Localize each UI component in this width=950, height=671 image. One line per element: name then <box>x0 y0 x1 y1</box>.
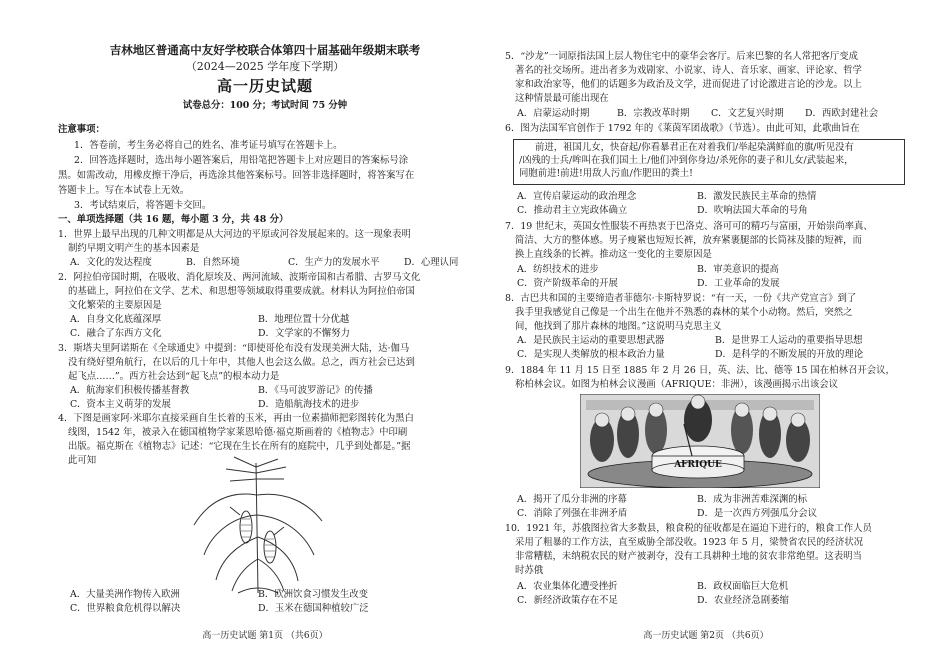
question-text: 3．斯塔夫里阿诺斯在《全球通史》中提到：“即使哥伦布没有发现美洲大陆，达·伽马 <box>58 343 410 354</box>
question-text: 间，他找到了那片森林的地图。”这说明马克思主义 <box>515 321 722 332</box>
option-a[interactable]: A．农业集体化遭受挫折 <box>517 581 618 592</box>
question-text: 9．1884 年 11 月 15 日至 1885 年 2 月 26 日，英、法、比、德等 15 国在柏林召开会议， <box>505 365 895 376</box>
option-c[interactable]: C．消除了列强在非洲矛盾 <box>517 508 628 519</box>
note-2-line-2: 黑。如需改动，用橡皮擦干净后，再选涂其他答案标号。回答非选择题时，将答案写在 <box>58 170 415 181</box>
note-1: 1．答卷前，考生务必将自己的姓名、准考证号填写在答题卡上。 <box>74 140 343 151</box>
option-d[interactable]: D．心理认同 <box>404 257 459 268</box>
note-2-line-3: 答题卡上。写在本试卷上无效。 <box>58 185 190 196</box>
option-b[interactable]: B．激发民族民主革命的热情 <box>697 191 817 202</box>
option-d[interactable]: D．是一次西方列强瓜分会议 <box>697 508 818 519</box>
question-text: 此可知 <box>68 455 97 466</box>
option-d[interactable]: D．文学家的不懈努力 <box>258 328 350 339</box>
question-text: 采用了粗暴的工作方法，直至威胁全部没收。1923 年 5 月，梁赞省农民的经济状况 <box>515 537 864 548</box>
school-year: （2024—2025 学年度下学期） <box>185 60 345 73</box>
lyrics-line: 同胞前进!前进!用敌人污血/作肥田的粪土! <box>519 168 693 179</box>
option-a[interactable]: A．航海家们积极传播基督教 <box>70 385 190 396</box>
right-page <box>505 0 907 671</box>
option-c[interactable]: C．推动君主立宪政体确立 <box>517 205 628 216</box>
question-text: 10．1921 年，苏俄图拉省大多数县，粮食税的征收都是在逼迫下进行的，粮食工作人员 <box>505 523 872 534</box>
option-b[interactable]: B．欧洲饮食习惯发生改变 <box>258 589 369 600</box>
option-c[interactable]: C．是实现人类解放的根本政治力量 <box>517 349 665 360</box>
question-text: 时苏俄 <box>515 565 544 576</box>
question-text: 2．阿拉伯帝国时期，在吸收、消化原埃及、两河流域、波斯帝国和古希腊、古罗马文化 <box>58 272 421 283</box>
question-text: 制约早期文明产生的基本因素是 <box>68 243 200 254</box>
option-b[interactable]: B．《马可波罗游记》的传播 <box>258 385 373 396</box>
option-c[interactable]: C．世界粮食危机得以解决 <box>70 603 181 614</box>
question-text: 出版。福克斯在《植物志》记述：“它现在生长在所有的庭院中，几乎到处都是。”据 <box>68 441 411 452</box>
option-b[interactable]: B．自然环境 <box>186 257 240 268</box>
option-a[interactable]: A．宣传启蒙运动的政治理念 <box>517 191 637 202</box>
question-text: 著名的社交场所。进出者多为戏剧家、小说家、诗人、音乐家、画家、评论家、哲学 <box>515 65 862 76</box>
question-text: 5．“沙龙”一词原指法国上层人物住宅中的豪华会客厅。后来巴黎的名人常把客厅变成 <box>505 51 859 62</box>
question-text: 起飞点……”。西方社会达到“起飞点”的根本动力是 <box>68 371 280 382</box>
page-footer: 高一历史试题 第1页 （共6页） <box>202 631 328 641</box>
subject-title: 高一历史试题 <box>216 77 313 95</box>
section-heading: 一、单项选择题（共 16 题，每小题 3 分，共 48 分） <box>58 214 289 225</box>
option-c[interactable]: C．资产阶级革命的开展 <box>517 278 618 289</box>
score-info: 试卷总分：100 分；考试时间 75 分钟 <box>182 100 348 111</box>
option-d[interactable]: D．玉米在德国种植较广泛 <box>258 603 369 614</box>
option-d[interactable]: D．西欧封建社会 <box>805 108 879 119</box>
option-b[interactable]: B．政权面临巨大危机 <box>697 581 789 592</box>
option-a[interactable]: A．是民族民主运动的重要思想武器 <box>517 335 665 346</box>
option-d[interactable]: D．工业革命的发展 <box>697 278 780 289</box>
option-a[interactable]: A．揭开了瓜分非洲的序幕 <box>517 494 627 505</box>
option-b[interactable]: B．审美意识的提高 <box>697 264 779 275</box>
question-text: 简洁、大方的整体感。男子瘦紧也短短长裤，放弃紧裹腿部的长筒袜及膝的短裤，而 <box>515 235 862 246</box>
option-a[interactable]: A．大量美洲作物传入欧洲 <box>70 589 180 600</box>
option-c[interactable]: C．资本主义萌芽的发展 <box>70 399 171 410</box>
question-text: 称柏林会议。如图为柏林会议漫画（AFRIQUE：非洲），该漫画揭示出该会议 <box>515 379 839 390</box>
question-text: 我手里我感觉自己像是一个出生在他并不熟悉的森林的某个小动物。然后，突然之 <box>515 307 853 318</box>
option-b[interactable]: B．成为非洲苦难深渊的标 <box>697 494 808 505</box>
option-d[interactable]: D．农业经济急剧萎缩 <box>697 595 789 606</box>
question-text: 非常糟糕，未纳税农民的财产被剥夺，没有工具耕种土地的贫农非常绝望。这表明当 <box>515 551 862 562</box>
option-c[interactable]: C．生产力的发展水平 <box>288 257 380 268</box>
notes-heading: 注意事项： <box>58 124 105 135</box>
question-text: 6．图为法国军官创作于 1792 年的《莱茵军团战歌》（节选）。由此可知，此歌曲旨在 <box>505 123 860 134</box>
question-text: 的基础上，阿拉伯在文学、艺术、和思想等领域取得重要成就。材料认为阿拉伯帝国 <box>68 286 415 297</box>
question-text: 1．世界上最早出现的几种文明都是从大河边的平原或河谷发展起来的。这一现象表明 <box>58 229 411 240</box>
option-c[interactable]: C．文艺复兴时期 <box>711 108 784 119</box>
maize-illustration <box>186 455 331 595</box>
question-text: 4．下图是画家阿·米耶尔直接采画自生长着的玉米，再由一位素描师把彩图转化为黑白 <box>58 413 414 424</box>
question-text: 8．古巴共和国的主要缔造者菲德尔·卡斯特罗说：“有一天，一份《共产党宣言》到了 <box>505 293 857 304</box>
option-c[interactable]: C．融合了东西方文化 <box>70 328 162 339</box>
option-a[interactable]: A．文化的发达程度 <box>70 257 152 268</box>
question-text: 线图，1542 年，被录入在德国植物学家莱恩哈德·福克斯画着的《植物志》中印刷 <box>68 427 408 438</box>
question-text: 换上直线条的长裤。推动这一变化的主要原因是 <box>515 249 712 260</box>
question-text: 没有绕好望角航行，在以后的几十年中，其他人也会这么做。总之，西方社会已达到 <box>68 357 415 368</box>
option-c[interactable]: C．新经济政策存在不足 <box>517 595 618 606</box>
option-a[interactable]: A．自身文化底蕴深厚 <box>70 314 162 325</box>
cake-label: AFRIQUE <box>674 460 722 470</box>
question-text: 7．19 世纪末，英国女性服装不再热衷于巴洛克、洛可可的精巧与富丽，开始崇尚率真、 <box>505 221 873 232</box>
option-b[interactable]: B．宗教改革时期 <box>617 108 690 119</box>
question-text: 这种情景最可能出现在 <box>515 93 609 104</box>
option-b[interactable]: B．是世界工人运动的重要指导思想 <box>715 335 863 346</box>
lyrics-line: /凶残的士兵/哞叫在我们国土上/他们冲到你身边/杀死你的妻子和儿女/武装起来， <box>519 155 854 166</box>
option-d[interactable]: D．是科学的不断发展的开放的理论 <box>715 349 864 360</box>
lyrics-line: 前进，祖国儿女，快奋起/你看暴君正在对着我们/举起染满鲜血的旗/听见没有 <box>535 142 854 153</box>
page-footer: 高一历史试题 第2页 （共6页） <box>643 631 769 641</box>
exam-title: 吉林地区普通高中友好学校联合体第四十届基础年级期末联考 <box>109 43 421 57</box>
left-page <box>58 0 472 671</box>
question-text: 家和政治家等，他们的话题多为政治及文学，进而促进了讨论激进言论的沙龙。以上 <box>515 79 862 90</box>
berlin-conference-cartoon <box>580 394 820 488</box>
option-a[interactable]: A．纺织技术的进步 <box>517 264 599 275</box>
option-d[interactable]: D．造船航海技术的进步 <box>258 399 360 410</box>
note-3: 3．考试结束后，将答题卡交回。 <box>74 200 212 211</box>
question-text: 文化繁荣的主要原因是 <box>68 300 162 311</box>
note-2-line-1: 2．回答选择题时，选出每小题答案后，用铅笔把答题卡上对应题目的答案标号涂 <box>74 155 409 166</box>
option-a[interactable]: A．启蒙运动时期 <box>517 108 590 119</box>
option-b[interactable]: B．地理位置十分优越 <box>258 314 350 325</box>
option-d[interactable]: D．吹响法国大革命的号角 <box>697 205 808 216</box>
